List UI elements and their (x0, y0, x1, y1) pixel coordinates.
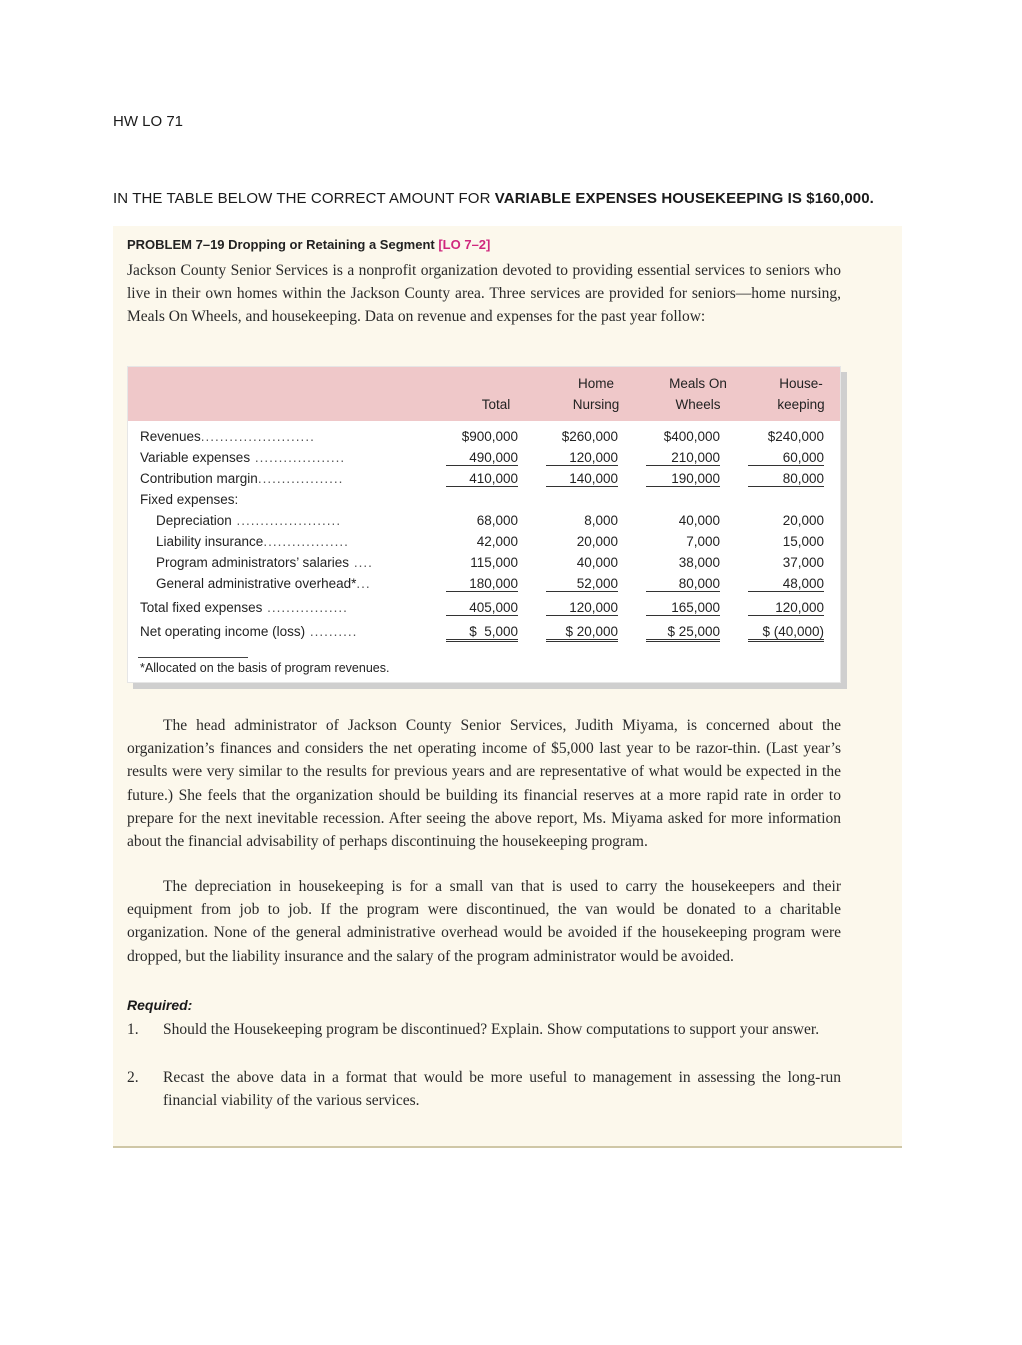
cell-overhead-meals: 80,000 (646, 576, 720, 592)
cell-cm-meals: 190,000 (646, 471, 720, 487)
cell-depreciation-meals: 40,000 (678, 513, 720, 528)
row-label-contribution-margin: Contribution margin.................. (140, 471, 344, 486)
cell-total-fixed-home: 120,000 (546, 600, 618, 616)
cell-cm-house: 80,000 (748, 471, 824, 487)
cell-salaries-meals: 38,000 (678, 555, 720, 570)
row-label-general-admin-overhead: General administrative overhead*... (156, 576, 371, 591)
cell-total-fixed-total: 405,000 (446, 600, 518, 616)
row-label-variable-expenses: Variable expenses ................... (140, 450, 346, 465)
cell-noi-house: $ (40,000) (748, 624, 824, 642)
col-header-house-2: keeping (777, 397, 825, 412)
row-label-revenues: Revenues........................ (140, 429, 315, 444)
paragraph-administrator: The head administrator of Jackson County Senior Services, Judith Miyama, is concerned about the organization’s finances and considers the net operating income of $5,000 last year to be razor-thin. (Last year’s results were very similar to the results for previous years and are representative of what would be expected in the future.) She feels that the organization should be building its financial reserves at a more rapid rate in order to prepare for the next inevitable recession. After seeing the above report, Ms. Miyama asked for more information about the financial advisability of perhaps discontinuing the housekeeping program. (127, 717, 841, 851)
paragraph-depreciation: The depreciation in housekeeping is for a small van that is used to carry the housekeepers and their equipment from job to job. If the program were discontinued, the van would be donated to a charitable organization. None of the general administrative overhead would be avoided if the housekeeping program were dropped, but the liability insurance and the salary of the program administrator would be avoided. (127, 878, 841, 965)
row-label-net-operating-income: Net operating income (loss) .......... (140, 624, 358, 639)
problem-title-text: PROBLEM 7–19 Dropping or Retaining a Segment (127, 237, 435, 252)
page-bottom-rule (113, 1146, 902, 1148)
cell-total-fixed-house: 120,000 (748, 600, 824, 616)
problem-intro: Jackson County Senior Services is a nonprofit organization devoted to providing essential services to seniors who live in their own homes within the Jackson County area. Three services are provided for seniors—home nursing, Meals On Wheels, and housekeeping. Data on revenue and expenses for the past year follow: (127, 262, 841, 326)
note-emphasis: VARIABLE EXPENSES HOUSEKEEPING IS $160,000. (494, 190, 874, 207)
cell-noi-total: $ 5,000 (446, 624, 518, 642)
cell-variable-total: 490,000 (446, 450, 518, 466)
cell-liability-meals: 7,000 (686, 534, 720, 549)
col-header-home-2: Nursing (572, 397, 620, 412)
cell-variable-house: 60,000 (748, 450, 824, 466)
cell-noi-home: $ 20,000 (546, 624, 618, 642)
note-prefix: IN THE TABLE BELOW THE CORRECT AMOUNT FOR (113, 190, 495, 207)
cell-liability-house: 15,000 (782, 534, 824, 549)
row-label-depreciation: Depreciation ...................... (156, 513, 342, 528)
col-header-total: Total (481, 397, 511, 412)
required-item-2-number: 2. (127, 1069, 139, 1086)
required-item-1-text: Should the Housekeeping program be discontinued? Explain. Show computations to support your answer. (163, 1021, 820, 1038)
cell-salaries-total: 115,000 (470, 555, 518, 570)
required-heading: Required: (127, 997, 193, 1013)
table-footnote: *Allocated on the basis of program revenues. (140, 661, 390, 675)
problem-title (127, 237, 490, 252)
row-label-liability-insurance: Liability insurance.................. (156, 534, 349, 549)
cell-liability-total: 42,000 (476, 534, 518, 549)
row-label-program-admin-salaries: Program administrators’ salaries .... (156, 555, 373, 570)
required-item-2-text: Recast the above data in a format that would be more useful to management in assessing the long-run financial viability of the various services. (163, 1069, 841, 1110)
learning-objective: [LO 7–2] (438, 237, 491, 252)
cell-overhead-house: 48,000 (748, 576, 824, 592)
row-label-total-fixed: Total fixed expenses ................. (140, 600, 348, 615)
cell-salaries-home: 40,000 (576, 555, 618, 570)
cell-overhead-total: 180,000 (446, 576, 518, 592)
col-header-meals-1: Meals On (669, 376, 727, 391)
cell-liability-home: 20,000 (576, 534, 618, 549)
document-header: HW LO 71 (113, 113, 184, 130)
cell-noi-meals: $ 25,000 (646, 624, 720, 642)
required-item-1-number: 1. (127, 1021, 139, 1038)
col-header-home-1: Home (577, 376, 614, 391)
row-label-fixed-expenses: Fixed expenses: (140, 492, 239, 507)
cell-revenues-home: $260,000 (561, 429, 618, 444)
textbook-page (113, 226, 902, 1148)
required-item-1 (127, 1018, 841, 1041)
cell-depreciation-total: 68,000 (476, 513, 518, 528)
cell-overhead-home: 52,000 (546, 576, 618, 592)
segment-income-table (127, 366, 841, 683)
instructor-note (113, 190, 874, 207)
cell-revenues-house: $240,000 (767, 429, 824, 444)
footnote-divider (138, 657, 248, 658)
cell-variable-meals: 210,000 (646, 450, 720, 466)
required-item-2 (127, 1066, 841, 1112)
cell-cm-home: 140,000 (546, 471, 618, 487)
cell-revenues-meals: $400,000 (663, 429, 720, 444)
cell-revenues-total: $900,000 (461, 429, 518, 444)
cell-salaries-house: 37,000 (782, 555, 824, 570)
cell-total-fixed-meals: 165,000 (646, 600, 720, 616)
col-header-meals-2: Wheels (675, 397, 721, 412)
cell-depreciation-home: 8,000 (584, 513, 618, 528)
col-header-house-1: House- (779, 376, 823, 391)
cell-variable-home: 120,000 (546, 450, 618, 466)
cell-cm-total: 410,000 (446, 471, 518, 487)
cell-depreciation-house: 20,000 (782, 513, 824, 528)
